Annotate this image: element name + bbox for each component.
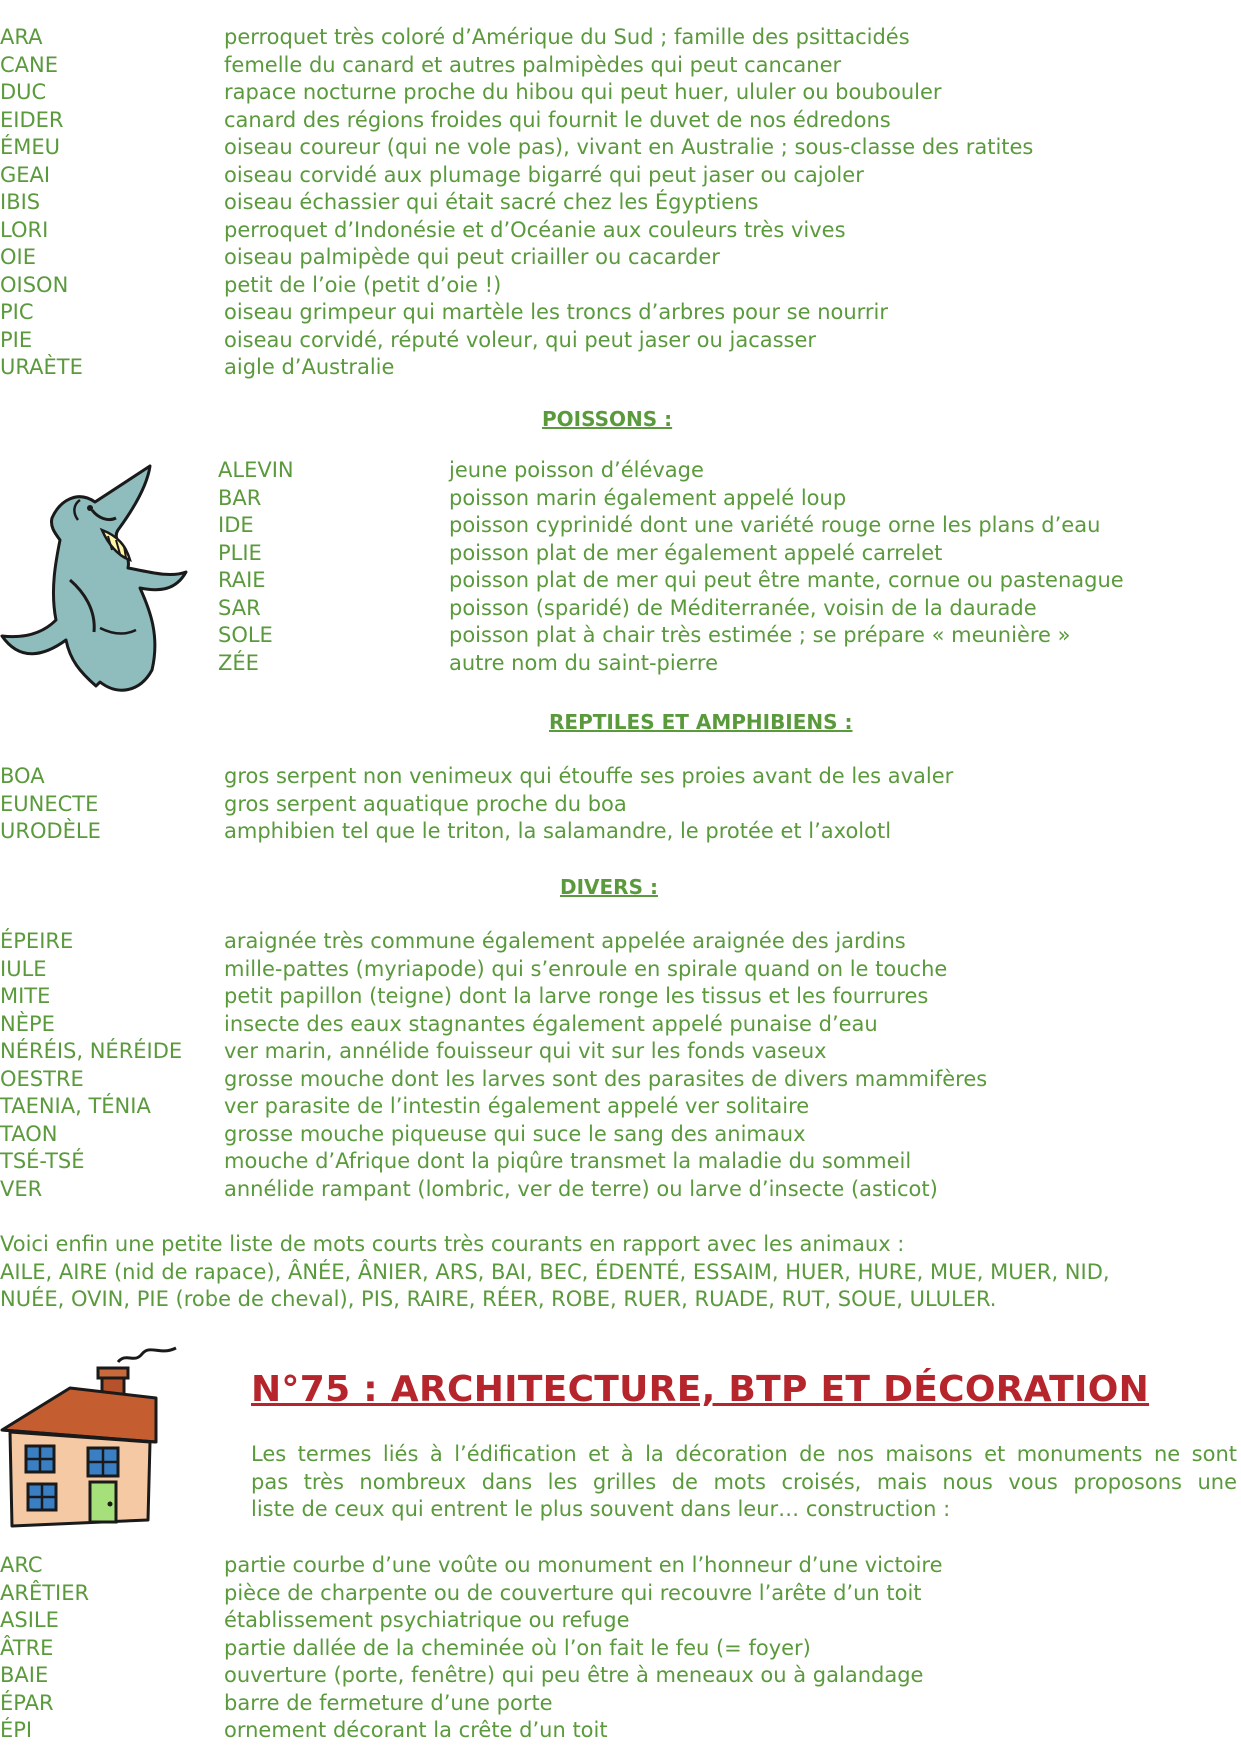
definition: poisson plat de mer qui peut être mante, cornue ou pastenague	[449, 568, 1124, 592]
term: URAÈTE	[0, 355, 83, 379]
short-words-paragraph	[0, 1231, 1236, 1314]
term: RAIE	[218, 568, 266, 592]
definition: aigle d’Australie	[224, 355, 395, 379]
paragraph-line: NUÉE, OVIN, PIE (robe de cheval), PIS, RAIRE, RÉER, ROBE, RUER, RUADE, RUT, SOUE, ULULER.	[0, 1287, 997, 1311]
term: OISON	[0, 272, 69, 297]
term: BAIE	[0, 1663, 49, 1687]
term: OIE	[0, 245, 36, 269]
term: MITE	[0, 984, 51, 1008]
term: EIDER	[0, 107, 64, 132]
intro-line: liste de ceux qui entrent le plus souvent dans leur… construction :	[251, 1497, 951, 1521]
definition: oiseau échassier qui était sacré chez les Égyptiens	[224, 190, 759, 214]
section-heading-poissons: POISSONS :	[542, 407, 673, 431]
term: NÉRÉIS, NÉRÉIDE	[0, 1039, 183, 1063]
paragraph-line: AILE, AIRE (nid de rapace), ÂNÉE, ÂNIER, ARS, BAI, BEC, ÉDENTÉ, ESSAIM, HUER, HURE, MUE, MUER, NID,	[0, 1259, 1110, 1284]
definition: jeune poisson d’élévage	[449, 458, 704, 482]
definition: ver parasite de l’intestin également appelé ver solitaire	[224, 1094, 810, 1118]
definition: établissement psychiatrique ou refuge	[224, 1608, 630, 1632]
term: ÂTRE	[0, 1635, 54, 1660]
definition: poisson marin également appelé loup	[449, 485, 847, 510]
term: ASILE	[0, 1608, 59, 1632]
term: ÉPAR	[0, 1690, 54, 1715]
section-heading-divers: DIVERS :	[560, 875, 658, 899]
term: DUC	[0, 80, 47, 104]
term: IDE	[218, 513, 254, 537]
definition: femelle du canard et autres palmipèdes qui peut cancaner	[224, 52, 842, 77]
term: OESTRE	[0, 1066, 84, 1091]
definition: petit papillon (teigne) dont la larve ronge les tissus et les fourrures	[224, 984, 929, 1008]
term: PLIE	[218, 540, 262, 565]
definition: gros serpent non venimeux qui étouffe ses proies avant de les avaler	[224, 764, 954, 788]
definition: ornement décorant la crête d’un toit	[224, 1718, 608, 1742]
term: TAENIA, TÉNIA	[0, 1094, 151, 1118]
intro-line: Les termes liés à l’édification et à la décoration de nos maisons et monuments ne sont	[251, 1442, 1237, 1466]
house-illustration	[0, 1334, 180, 1530]
term: ARA	[0, 25, 43, 49]
term: GEAI	[0, 162, 51, 187]
intro-line: pas très nombreux dans les grilles de mots croisés, mais nous vous proposons une	[251, 1469, 1237, 1494]
definition: petit de l’oie (petit d’oie !)	[224, 272, 502, 297]
definition: pièce de charpente ou de couverture qui recouvre l’arête d’un toit	[224, 1580, 922, 1605]
term: SOLE	[218, 623, 273, 647]
definition: insecte des eaux stagnantes également appelé punaise d’eau	[224, 1011, 878, 1036]
term: ÉPEIRE	[0, 929, 74, 953]
paragraph-line: Voici enfin une petite liste de mots courts très courants en rapport avec les animaux :	[0, 1232, 905, 1256]
term: TAON	[0, 1121, 58, 1146]
definition: mouche d’Afrique dont la piqûre transmet la maladie du sommeil	[224, 1149, 912, 1173]
term: BOA	[0, 764, 45, 788]
term: CANE	[0, 52, 59, 77]
term: ALEVIN	[218, 458, 294, 482]
definition: poisson cyprinidé dont une variété rouge orne les plans d’eau	[449, 513, 1101, 537]
definition: oiseau grimpeur qui martèle les troncs d’arbres pour se nourrir	[224, 300, 889, 324]
definition: barre de fermeture d’une porte	[224, 1690, 553, 1715]
term: NÈPE	[0, 1011, 55, 1036]
definition: gros serpent aquatique proche du boa	[224, 791, 627, 816]
section-heading-reptiles: REPTILES ET AMPHIBIENS :	[549, 710, 853, 734]
definition: oiseau palmipède qui peut criailler ou cacarder	[224, 245, 720, 269]
definition: ouverture (porte, fenêtre) qui peu être à meneaux ou à galandage	[224, 1663, 924, 1687]
term: ÉMEU	[0, 135, 61, 159]
term: IBIS	[0, 190, 41, 214]
term: TSÉ-TSÉ	[0, 1149, 85, 1173]
section-intro	[251, 1441, 1237, 1524]
shark-illustration	[0, 460, 190, 712]
definition: mille-pattes (myriapode) qui s’enroule en spirale quand on le touche	[224, 956, 948, 981]
definition: ver marin, annélide fouisseur qui vit sur les fonds vaseux	[224, 1039, 827, 1063]
definition: oiseau coureur (qui ne vole pas), vivant en Australie ; sous-classe des ratites	[224, 135, 1034, 159]
term: EUNECTE	[0, 791, 99, 816]
term: URODÈLE	[0, 819, 101, 843]
definition: araignée très commune également appelée araignée des jardins	[224, 929, 906, 953]
definition: grosse mouche piqueuse qui suce le sang des animaux	[224, 1121, 806, 1146]
definition: canard des régions froides qui fournit le duvet de nos édredons	[224, 107, 891, 132]
definition: grosse mouche dont les larves sont des parasites de divers mammifères	[224, 1066, 988, 1091]
term: PIE	[0, 327, 33, 352]
definition: autre nom du saint-pierre	[449, 650, 718, 675]
definition: poisson plat à chair très estimée ; se prépare « meunière »	[449, 623, 1071, 647]
term: IULE	[0, 956, 47, 981]
term: ARC	[0, 1553, 43, 1577]
definition: annélide rampant (lombric, ver de terre) ou larve d’insecte (asticot)	[224, 1176, 938, 1201]
term: BAR	[218, 485, 262, 510]
term: SAR	[218, 595, 261, 620]
definition: oiseau corvidé aux plumage bigarré qui peut jaser ou cajoler	[224, 162, 864, 187]
term: ARÊTIER	[0, 1580, 90, 1605]
section-title: N°75 : ARCHITECTURE, BTP ET DÉCORATION	[251, 1369, 1150, 1410]
term: LORI	[0, 217, 49, 242]
term: PIC	[0, 300, 34, 324]
definition: poisson plat de mer également appelé carrelet	[449, 540, 943, 565]
definition: perroquet très coloré d’Amérique du Sud ; famille des psittacidés	[224, 25, 910, 49]
definition: oiseau corvidé, réputé voleur, qui peut jaser ou jacasser	[224, 327, 817, 352]
definition: perroquet d’Indonésie et d’Océanie aux couleurs très vives	[224, 217, 846, 242]
definition: rapace nocturne proche du hibou qui peut huer, ululer ou boubouler	[224, 80, 942, 104]
definition: poisson (sparidé) de Méditerranée, voisin de la daurade	[449, 595, 1037, 620]
term: VER	[0, 1176, 43, 1201]
definition: partie courbe d’une voûte ou monument en l’honneur d’une victoire	[224, 1553, 943, 1577]
definition: partie dallée de la cheminée où l’on fait le feu (= foyer)	[224, 1635, 811, 1660]
term: ÉPI	[0, 1718, 33, 1742]
term: ZÉE	[218, 650, 259, 675]
definition: amphibien tel que le triton, la salamandre, le protée et l’axolotl	[224, 819, 892, 843]
